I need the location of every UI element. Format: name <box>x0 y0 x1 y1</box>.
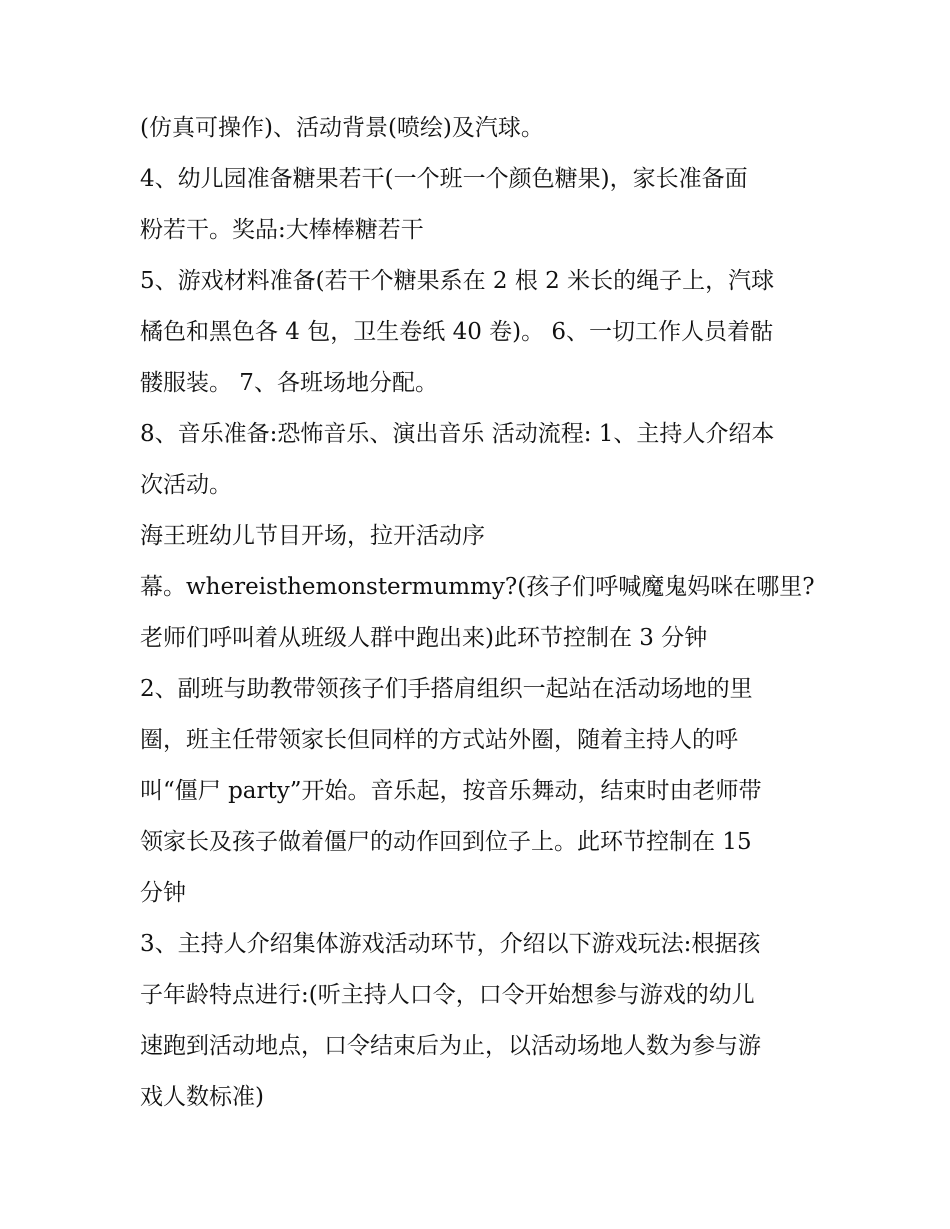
text-line: 圈，班主任带领家长但同样的方式站外圈，随着主持人的呼 <box>140 727 738 753</box>
text-line: 老师们呼叫着从班级人群中跑出来)此环节控制在 3 分钟 <box>140 625 708 651</box>
text-line: 戏人数标准) <box>140 1084 264 1110</box>
text-line: (仿真可操作)、活动背景(喷绘)及汽球。 <box>140 115 544 141</box>
text-line: 子年龄特点进行:(听主持人口令，口令开始想参与游戏的幼儿 <box>140 982 755 1008</box>
text-line: 分钟 <box>140 880 186 906</box>
text-line: 橘色和黑色各 4 包，卫生卷纸 40 卷)。 6、一切工作人员着骷 <box>140 319 774 345</box>
text-line: 5、游戏材料准备(若干个糖果系在 2 根 2 米长的绳子上，汽球 <box>140 268 775 294</box>
text-line: 8、音乐准备:恐怖音乐、演出音乐 活动流程: 1、主持人介绍本 <box>140 421 775 447</box>
text-line: 次活动。 <box>140 472 232 498</box>
text-line: 粉若干。奖品:大棒棒糖若干 <box>140 217 424 243</box>
document-body <box>140 103 820 1123</box>
text-line: 领家长及孩子做着僵尸的动作回到位子上。此环节控制在 15 <box>140 829 752 855</box>
text-line: 髅服装。 7、各班场地分配。 <box>140 370 438 396</box>
text-line: 4、幼儿园准备糖果若干(一个班一个颜色糖果)，家长准备面 <box>140 166 748 192</box>
text-line: 速跑到活动地点，口令结束后为止，以活动场地人数为参与游 <box>140 1033 761 1059</box>
text-line: 叫“僵尸 party”开始。音乐起，按音乐舞动，结束时由老师带 <box>140 778 762 804</box>
text-line: 2、副班与助教带领孩子们手搭肩组织一起站在活动场地的里 <box>140 676 753 702</box>
text-line: 幕。whereisthemonstermummy?(孩子们呼喊魔鬼妈咪在哪里? <box>140 574 815 600</box>
text-line: 3、主持人介绍集体游戏活动环节，介绍以下游戏玩法:根据孩 <box>140 931 761 957</box>
text-line: 海王班幼儿节目开场，拉开活动序 <box>140 523 485 549</box>
